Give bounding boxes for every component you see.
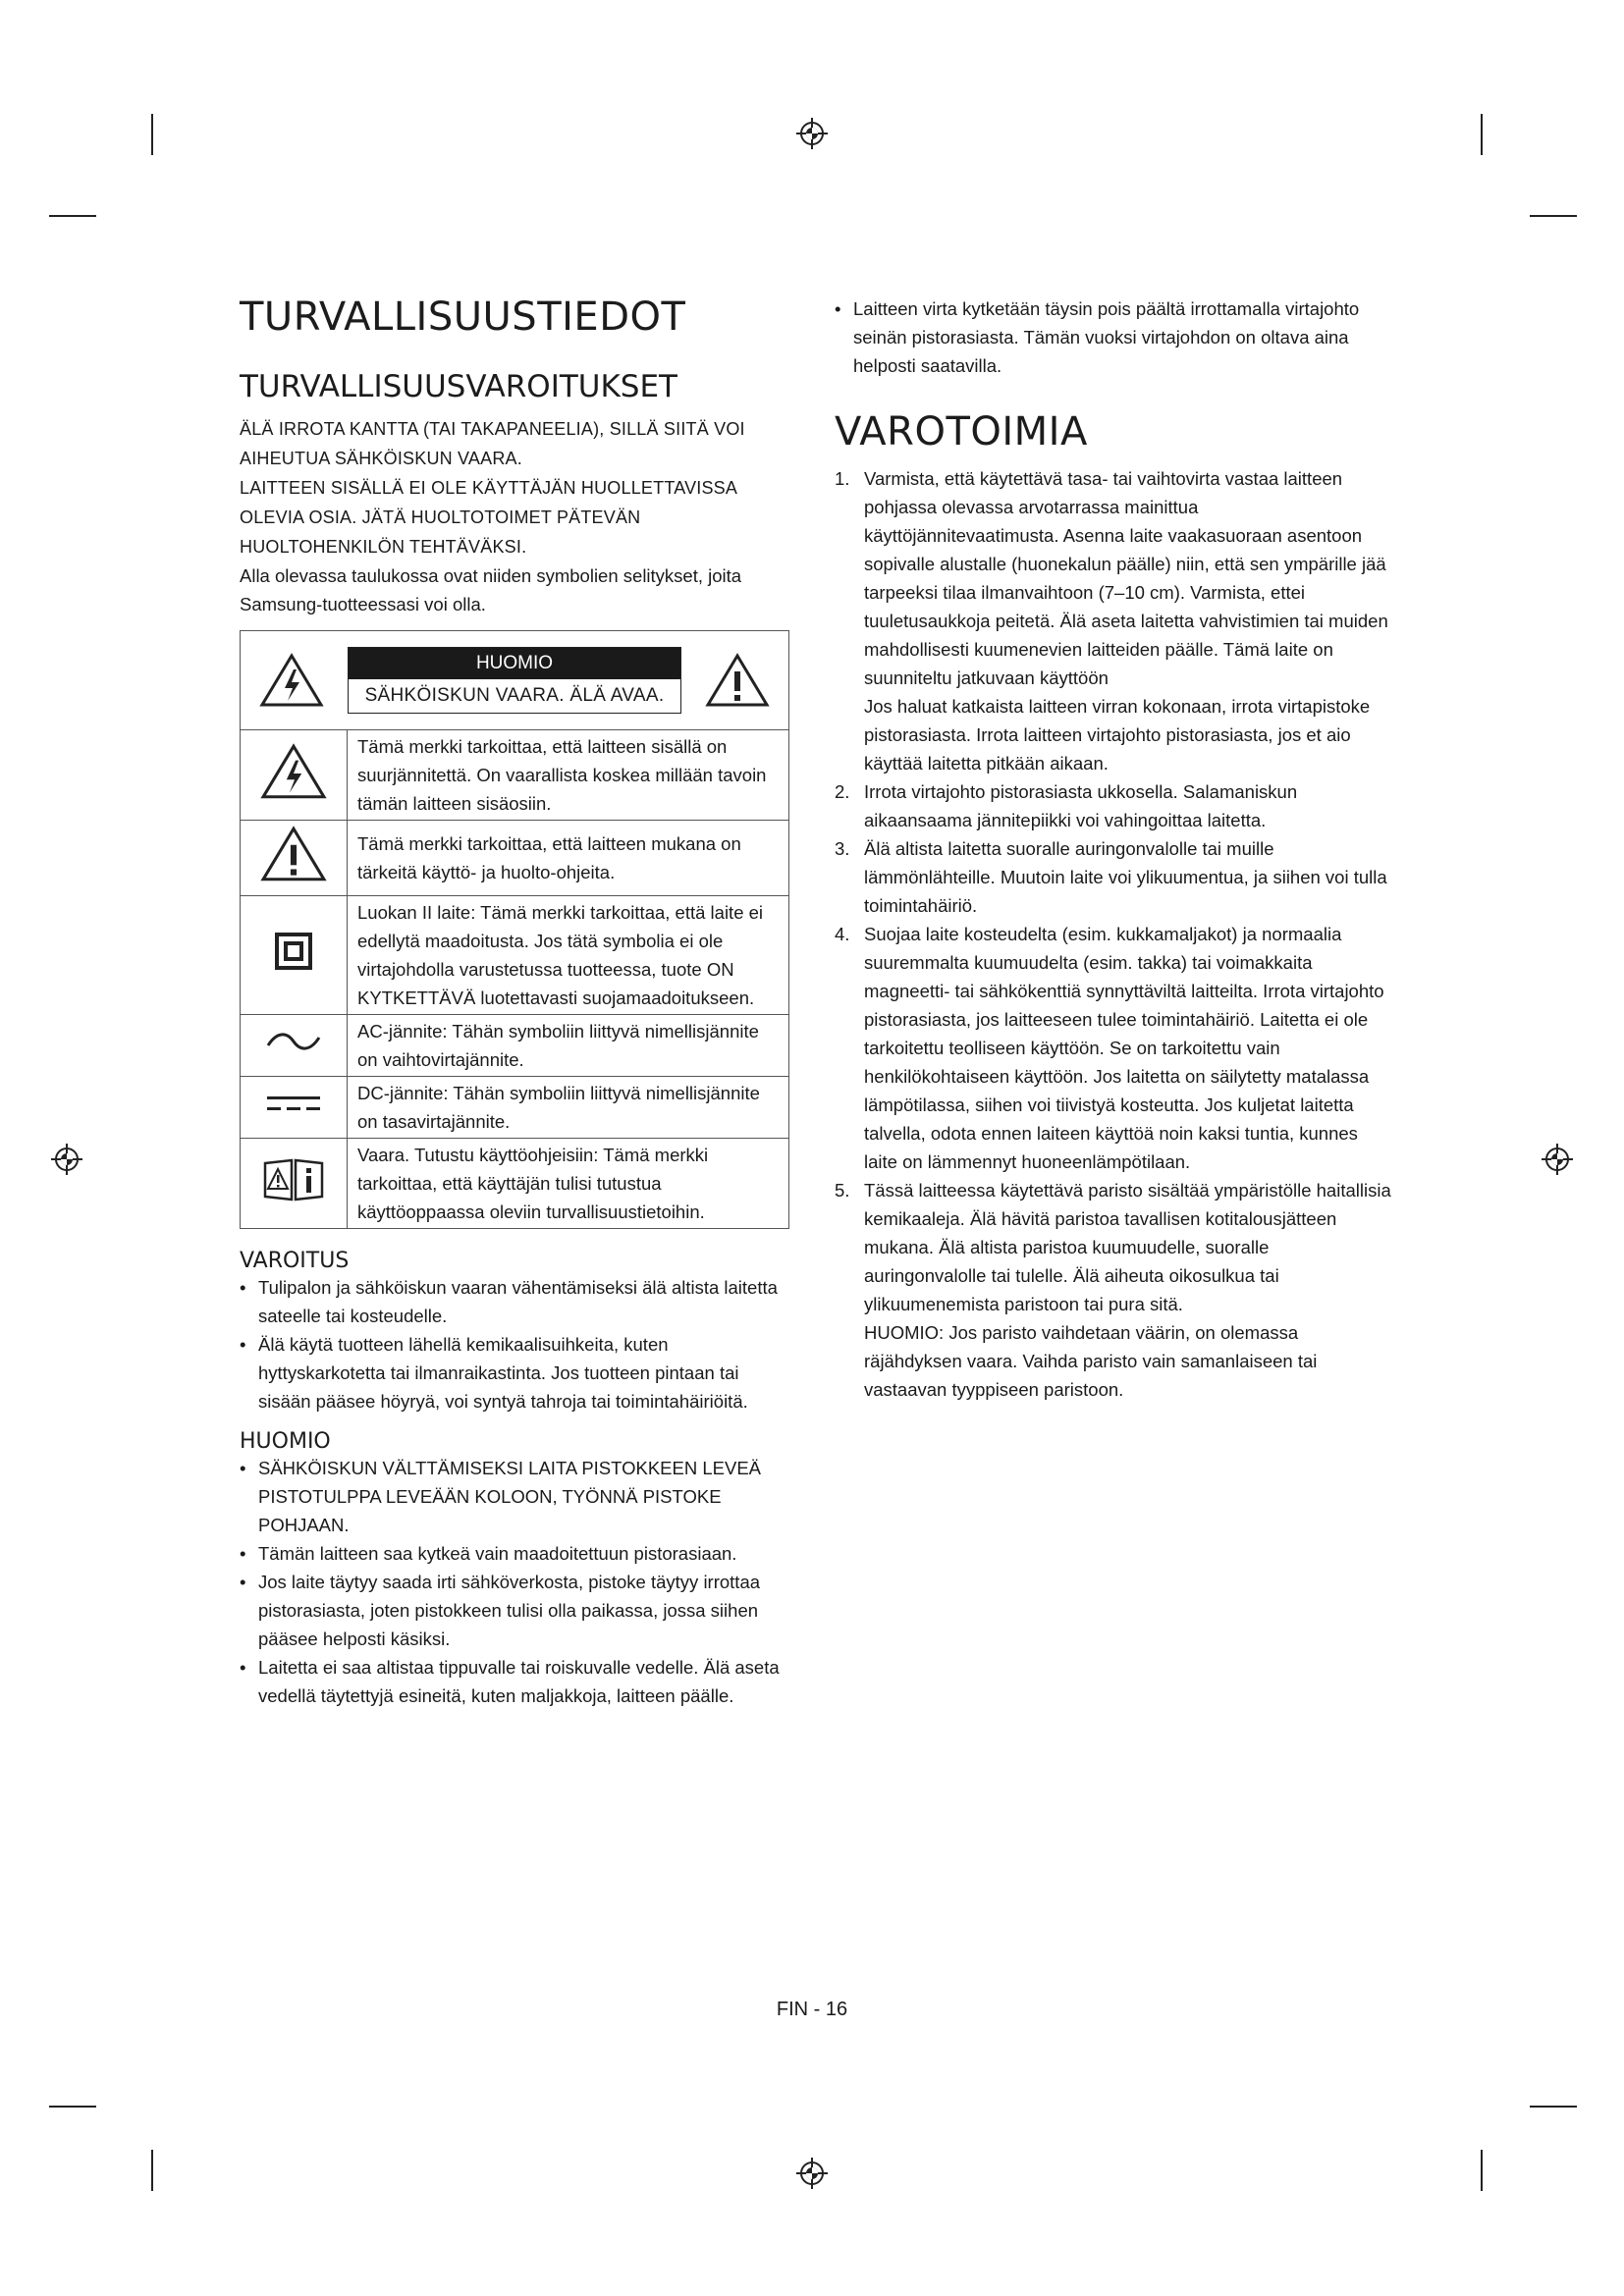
huomio-heading: HUOMIO	[240, 1429, 331, 1454]
crop-mark	[49, 2106, 96, 2108]
warning-line: OLEVIA OSIA. JÄTÄ HUOLTOTOIMET PÄTEVÄN	[240, 507, 641, 527]
crop-mark	[1530, 2106, 1577, 2108]
table-row	[241, 821, 789, 896]
precautions-list	[835, 464, 1394, 1404]
item-number: 4.	[835, 924, 850, 944]
table-row	[241, 1077, 789, 1139]
warning-line: LAITTEEN SISÄLLÄ EI OLE KÄYTTÄJÄN HUOLLETTAVISSA	[240, 478, 738, 498]
lightning-triangle-icon	[259, 742, 328, 801]
symbol-description: Tämä merkki tarkoittaa, että laitteen mukana on tärkeitä käyttö- ja huolto-ohjeita.	[348, 821, 789, 896]
caution-label: HUOMIO	[349, 648, 680, 679]
table-row	[241, 1015, 789, 1077]
left-column	[240, 294, 789, 1710]
symbol-description: Luokan II laite: Tämä merkki tarkoittaa, että laite ei edellytä maadoitusta. Jos tätä symbolia ei ole virtajohdolla varustetussa tuotteessa, tuote ON KYTKETTÄVÄ luotettavasti suojamaadoitukseen.	[348, 896, 789, 1015]
caution-text: SÄHKÖISKUN VAARA. ÄLÄ AVAA.	[364, 685, 665, 706]
exclamation-triangle-icon	[704, 652, 771, 709]
list-item: • Laitetta ei saa altistaa tippuvalle tai roiskuvalle vedelle. Älä aseta vedellä täytettyjä esineitä, kuten maljakkoja, laitteen päälle.	[240, 1653, 789, 1710]
power-note-list	[835, 294, 1394, 380]
item-text: Suojaa laite kosteudelta (esim. kukkamaljakot) ja normaalia suuremmalta kuumuudelta (esim. takka) tai voimakkaita magneetti- tai sähkökenttiä synnyttäviltä laitteilta. Irrota virtajohto pistorasiasta, jos laitteeseen tulee toimintahäiriö. Laitetta ei ole tarkoitettu teolliseen käyttöön. Se on tarkoitettu vain henkilökohtaiseen käyttöön. Jos laitetta on säilytetty matalassa lämpötilassa, siihen voi tiivistyä kosteutta. Jos kuljetat laitetta talvella, odota ennen laiteen käyttöä noin kaksi tuntia, kunnes laite on lämmennyt huoneenlämpötilaan.	[864, 924, 1384, 1172]
list-item: • Laitteen virta kytketään täysin pois päältä irrottamalla virtajohto seinän pistorasiasta. Tämän vuoksi virtajohdon on oltava aina helposti saatavilla.	[835, 294, 1394, 380]
varoitus-list	[240, 1273, 789, 1415]
section-title-safety-warnings: TURVALLISUUSVAROITUKSET	[240, 369, 677, 404]
crop-mark	[1530, 215, 1577, 217]
list-item: • Jos laite täytyy saada irti sähköverkosta, pistoke täytyy irrottaa pistorasiasta, joten pistokkeen tulisi olla paikassa, jossa siihen pääsee helposti käsiksi.	[240, 1568, 789, 1653]
crop-mark	[1481, 2150, 1483, 2191]
warning-line: AIHEUTUA SÄHKÖISKUN VAARA.	[240, 449, 522, 468]
list-item: • Tämän laitteen saa kytkeä vain maadoitettuun pistorasiaan.	[240, 1539, 789, 1568]
symbol-description: Vaara. Tutustu käyttöohjeisiin: Tämä merkki tarkoittaa, että käyttäjän tulisi tutustua käyttöoppaassa oleviin turvallisuustietoihin.	[348, 1139, 789, 1229]
double-square-icon	[274, 932, 313, 971]
table-row	[241, 730, 789, 821]
list-item	[835, 1176, 1394, 1404]
crop-mark	[151, 2150, 153, 2191]
symbol-description: AC-jännite: Tähän symboliin liittyvä nimellisjännite on vaihtovirtajännite.	[348, 1015, 789, 1077]
page-title: TURVALLISUUSTIEDOT	[240, 294, 686, 340]
list-item: • SÄHKÖISKUN VÄLTTÄMISEKSI LAITA PISTOKKEEN LEVEÄ PISTOTULPPA LEVEÄÄN KOLOON, TYÖNNÄ PISTOKE POHJAAN.	[240, 1454, 789, 1539]
list-item: • Tulipalon ja sähköiskun vaaran vähentämiseksi älä altista laitetta sateelle tai kosteudelle.	[240, 1273, 789, 1330]
manual-info-icon	[262, 1157, 325, 1202]
item-text: Älä altista laitetta suoralle auringonvalolle tai muille lämmönlähteille. Muutoin laite voi ylikuumentua, ja siihen voi tulla toimintahäiriö.	[864, 838, 1387, 916]
item-number: 1.	[835, 468, 850, 489]
huomio-list	[240, 1454, 789, 1710]
section-title-precautions: VAROTOIMIA	[835, 409, 1088, 454]
item-number: 2.	[835, 781, 850, 802]
exclamation-triangle-icon	[259, 825, 328, 883]
ac-wave-icon	[265, 1030, 322, 1053]
caution-header-row	[241, 631, 789, 730]
symbol-description: Tämä merkki tarkoittaa, että laitteen sisällä on suurjännitettä. On vaarallista koskea millään tavoin tämän laitteen sisäosiin.	[348, 730, 789, 821]
varoitus-heading: VAROITUS	[240, 1249, 350, 1273]
warning-line: HUOLTOHENKILÖN TEHTÄVÄKSI.	[240, 537, 527, 557]
list-item: • Älä käytä tuotteen lähellä kemikaalisuihkeita, kuten hyttyskarkotetta tai ilmanraikastinta. Jos tuotteen pintaan tai sisään pääsee höyryä, voi syntyä tahroja tai toimintahäiriöitä.	[240, 1330, 789, 1415]
crop-mark	[1481, 114, 1483, 155]
item-text: Tässä laitteessa käytettävä paristo sisältää ympäristölle haitallisia kemikaaleja. Älä hävitä paristoa tavallisen kotitalousjätteen mukana. Älä altista paristoa kuumuudelle, suoralle auringonvalolle tai tulelle. Älä aiheuta oikosulkua tai ylikuumenemista paristoon tai pura sitä.	[864, 1180, 1391, 1314]
item-extra-text: HUOMIO: Jos paristo vaihdetaan väärin, on olemassa räjähdyksen vaara. Vaihda paristo vain samanlaiseen tai vastaavan tyyppiseen paristoon.	[864, 1322, 1318, 1400]
item-extra-text: Jos haluat katkaista laitteen virran kokonaan, irrota virtapistoke pistorasiasta. Irrota laitteen virtajohto pistorasiasta, jos et aio käyttää laitetta pitkään aikaan.	[864, 696, 1371, 774]
caution-label-box	[348, 647, 681, 714]
crop-mark	[151, 114, 153, 155]
list-item	[835, 464, 1394, 777]
list-item	[835, 777, 1394, 834]
crop-mark	[49, 215, 96, 217]
registration-mark-icon	[794, 2156, 830, 2191]
warning-text	[240, 414, 789, 561]
warning-line: ÄLÄ IRROTA KANTTA (TAI TAKAPANEELIA), SILLÄ SIITÄ VOI	[240, 419, 745, 439]
list-item	[835, 920, 1394, 1176]
page-number: FIN - 16	[776, 1999, 848, 2020]
registration-mark-icon	[49, 1142, 84, 1177]
symbols-intro: Alla olevassa taulukossa ovat niiden symbolien selitykset, joita Samsung-tuotteessasi voi olla.	[240, 565, 742, 614]
right-column	[835, 294, 1394, 1404]
symbol-description: DC-jännite: Tähän symboliin liittyvä nimellisjännite on tasavirtajännite.	[348, 1077, 789, 1139]
registration-mark-icon	[1540, 1142, 1575, 1177]
dc-lines-icon	[265, 1093, 322, 1114]
table-row	[241, 896, 789, 1015]
table-row	[241, 1139, 789, 1229]
item-number: 3.	[835, 838, 850, 859]
symbols-table	[240, 630, 789, 1229]
lightning-triangle-icon	[258, 652, 325, 709]
item-text: Varmista, että käytettävä tasa- tai vaihtovirta vastaa laitteen pohjassa olevassa arvotarrassa mainittua käyttöjännitevaatimusta. Asenna laite vaakasuoraan asentoon sopivalle alustalle (huonekalun päälle) niin, että sen ympärille jää tarpeeksi tilaa ilmanvaihtoon (7–10 cm). Varmista, ettei tuuletusaukkoja peitetä. Älä aseta laitetta vahvistimien tai muiden mahdollisesti kuumenevien laitteiden päälle. Tämä laite on suunniteltu jatkuvaan käyttöön	[864, 468, 1388, 688]
item-number: 5.	[835, 1180, 850, 1201]
registration-mark-icon	[794, 116, 830, 151]
list-item	[835, 834, 1394, 920]
item-text: Irrota virtajohto pistorasiasta ukkosella. Salamaniskun aikaansaama jännitepiikki voi vahingoittaa laitetta.	[864, 781, 1298, 830]
